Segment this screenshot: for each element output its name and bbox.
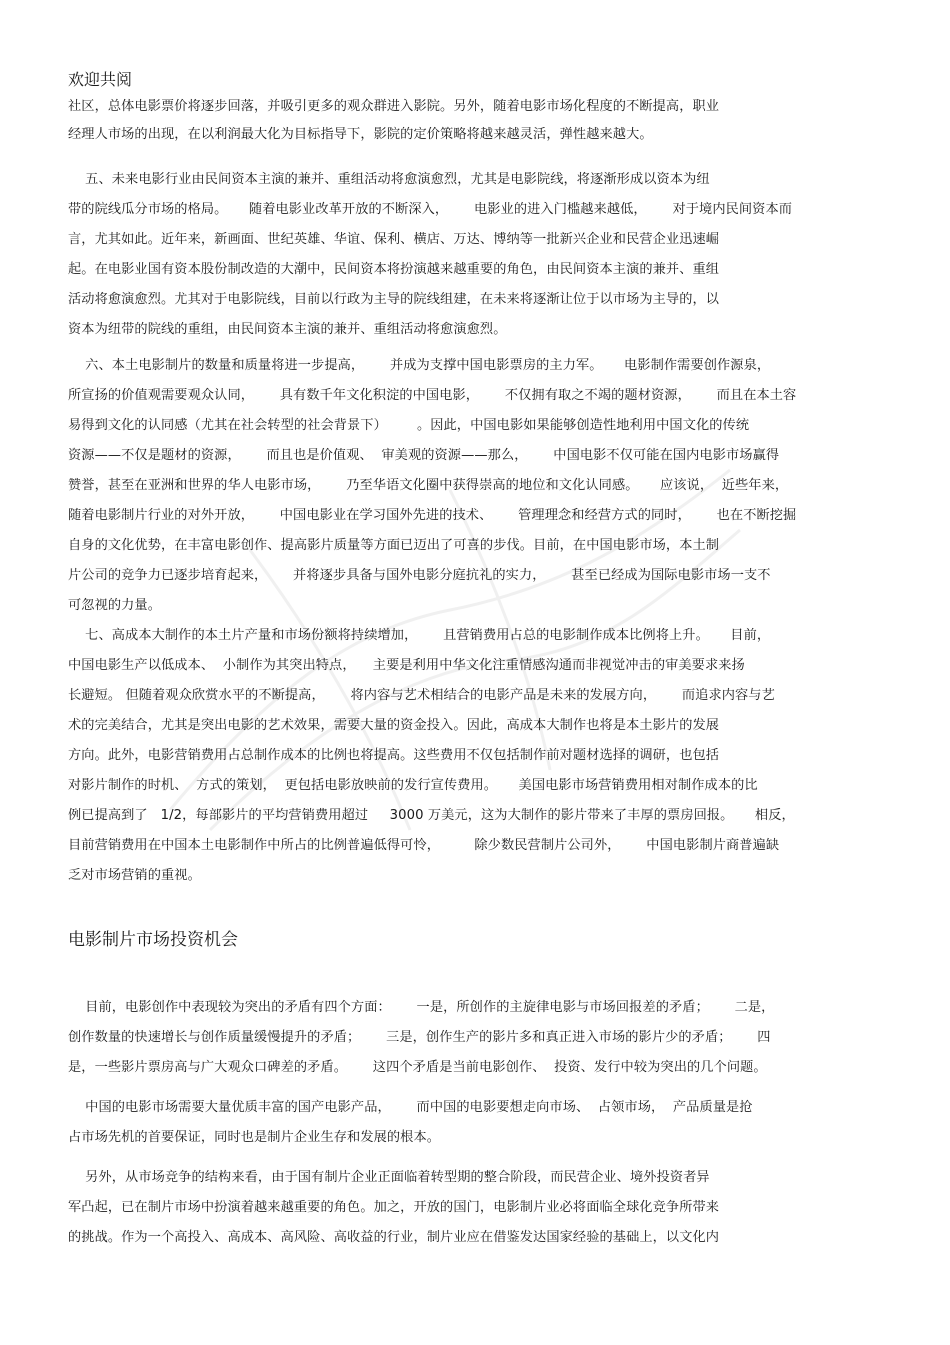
text-line: 片公司的竞争力已逐步培育起来， 并将逐步具备与国外电影分庭抗礼的实力， 甚至已经成为国际电影市场一支不 xyxy=(68,568,771,583)
text-line: 易得到文化的认同感（尤其在社会转型的社会背景下） 。因此，中国电影如果能够创造性地利用中国文化的传统 xyxy=(68,418,750,433)
text-line: 中国电影生产以低成本、 小制作为其突出特点， 主要是利用中华文化注重情感沟通而非视觉冲击的审美要求来扬 xyxy=(68,658,745,673)
text-line: 资本为纽带的院线的重组，由民间资本主演的兼并、重组活动将愈演愈烈。 xyxy=(68,322,507,337)
text-line: 言，尤其如此。近年来，新画面、世纪英雄、华谊、保利、横店、万达、博纳等一批新兴企业和民营企业迅速崛 xyxy=(68,232,720,247)
text-line: 自身的文化优势，在丰富电影创作、提高影片质量等方面已迈出了可喜的步伐。目前，在中国电影市场，本土制 xyxy=(68,538,720,553)
text-line: 社区，总体电影票价将逐步回落，并吸引更多的观众群进入影院。另外，随着电影市场化程度的不断提高，职业 xyxy=(68,99,720,114)
text-line: 例已提高到了 1/2，每部影片的平均营销费用超过 3000 万美元，这为大制作的影片带来了丰厚的票房回报。 相反， xyxy=(68,808,795,823)
text-line: 带的院线瓜分市场的格局。 随着电影业改革开放的不断深入， 电影业的进入门槛越来越低， 对于境内民间资本而 xyxy=(68,202,793,217)
text-line: 可忽视的力量。 xyxy=(68,598,162,613)
text-line: 六、本土电影制片的数量和质量将进一步提高， 并成为支撑中国电影票房的主力军。 电影制作需要创作源泉， xyxy=(68,358,771,373)
text-line: 七、高成本大制作的本土片产量和市场份额将持续增加， 且营销费用占总的电影制作成本比例将上升。 目前， xyxy=(68,628,771,643)
text-line: 的挑战。作为一个高投入、高成本、高风险、高收益的行业，制片业应在借鉴发达国家经验的基础上，以文化内 xyxy=(68,1230,720,1245)
text-line: 军凸起，已在制片市场中扮演着越来越重要的角色。加之，开放的国门，电影制片业必将面临全球化竞争所带来 xyxy=(68,1200,720,1215)
text-line: 活动将愈演愈烈。尤其对于电影院线，目前以行政为主导的院线组建，在未来将逐渐让位于以市场为主导的，以 xyxy=(68,292,720,307)
text-line: 中国的电影市场需要大量优质丰富的国产电影产品， 而中国的电影要想走向市场、 占领市场， 产品质量是抢 xyxy=(68,1100,753,1115)
text-line: 是，一些影片票房高与广大观众口碑差的矛盾。 这四个矛盾是当前电影创作、 投资、发行中较为突出的几个问题。 xyxy=(68,1060,767,1075)
text-line: 赞誉，甚至在亚洲和世界的华人电影市场， 乃至华语文化圈中获得崇高的地位和文化认同感。 应该说， 近些年来， xyxy=(68,478,789,493)
text-line: 资源——不仅是题材的资源， 而且也是价值观、 审美观的资源——那么， 中国电影不仅可能在国内电影市场赢得 xyxy=(68,448,780,463)
text-line: 随着电影制片行业的对外开放， 中国电影业在学习国外先进的技术、 管理理念和经营方式的同时， 也在不断挖掘 xyxy=(68,508,797,523)
text-line: 所宣扬的价值观需要观众认同， 具有数千年文化积淀的中国电影， 不仅拥有取之不竭的题材资源， 而且在本土容 xyxy=(68,388,797,403)
page-header: 欢迎共阅 xyxy=(68,70,133,89)
text-line: 长避短。 但随着观众欣赏水平的不断提高， 将内容与艺术相结合的电影产品是未来的发展方向， 而追求内容与艺 xyxy=(68,688,775,703)
text-line: 方向。此外，电影营销费用占总制作成本的比例也将提高。这些费用不仅包括制作前对题材选择的调研，也包括 xyxy=(68,748,720,763)
text-line: 对影片制作的时机、 方式的策划， 更包括电影放映前的发行宣传费用。 美国电影市场营销费用相对制作成本的比 xyxy=(68,778,758,793)
text-line: 创作数量的快速增长与创作质量缓慢提升的矛盾； 三是，创作生产的影片多和真正进入市场的影片少的矛盾； 四 xyxy=(68,1030,771,1045)
text-line: 占市场先机的首要保证，同时也是制片企业生存和发展的根本。 xyxy=(68,1130,441,1145)
text-line: 经理人市场的出现，在以利润最大化为目标指导下，影院的定价策略将越来越灵活，弹性越来越大。 xyxy=(68,127,653,142)
text-line: 乏对市场营销的重视。 xyxy=(68,868,201,883)
text-line: 起。在电影业国有资本股份制改造的大潮中，民间资本将扮演越来越重要的角色，由民间资本主演的兼并、重组 xyxy=(68,262,720,277)
section-title: 电影制片市场投资机会 xyxy=(68,930,238,950)
text-line: 目前营销费用在中国本土电影制作中所占的比例普遍低得可怜， 除少数民营制片公司外， 中国电影制片商普遍缺 xyxy=(68,838,780,853)
text-line: 目前，电影创作中表现较为突出的矛盾有四个方面： 一是，所创作的主旋律电影与市场回报差的矛盾； 二是， xyxy=(68,1000,775,1015)
text-line: 五、未来电影行业由民间资本主演的兼并、重组活动将愈演愈烈，尤其是电影院线，将逐渐形成以资本为纽 xyxy=(68,172,710,187)
text-line: 术的完美结合，尤其是突出电影的艺术效果，需要大量的资金投入。因此，高成本大制作也将是本土影片的发展 xyxy=(68,718,720,733)
text-line: 另外，从市场竞争的结构来看，由于国有制片企业正面临着转型期的整合阶段，而民营企业、境外投资者异 xyxy=(68,1170,710,1185)
